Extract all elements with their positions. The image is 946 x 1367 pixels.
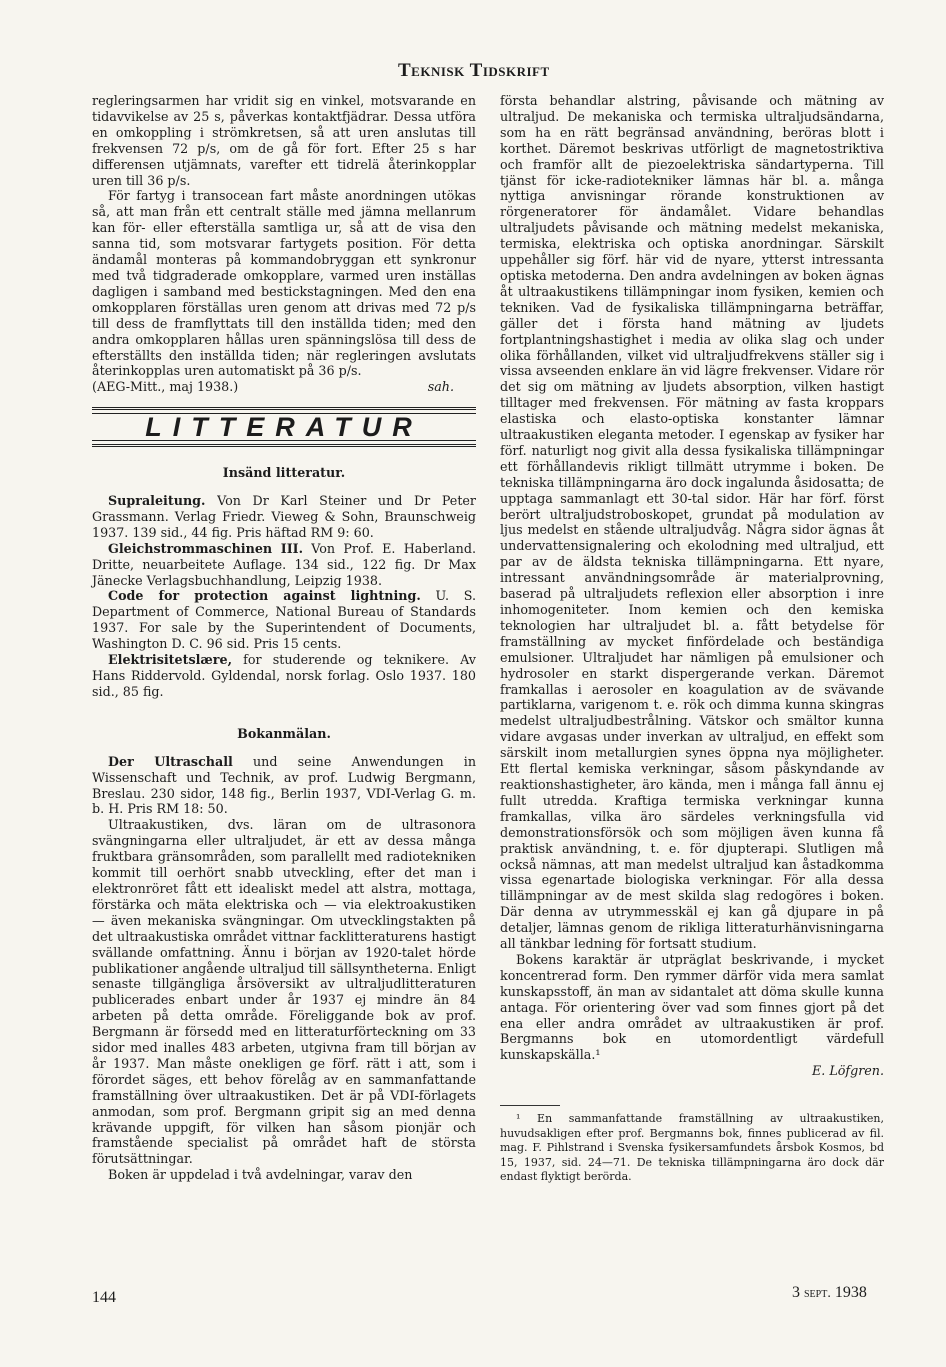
subsection-heading: Bokanmälan. — [237, 725, 331, 741]
book-details: und seine Anwendungen in Wissenschaft und Technik, av prof. Ludwig Bergmann, Breslau. 230 sidor, 148 fig., Berlin 1937, VDI-Verlag G. m. b. H. Pris RM 18: 50. — [92, 753, 476, 817]
book-details: for studerende og teknikere. Av Hans Riddervold. Gyldendal, norsk forlag. Oslo 1937. 180 sid., 85 fig. — [92, 652, 476, 699]
book-title: Der Ultraschall — [108, 753, 233, 769]
issue-date — [792, 1284, 867, 1302]
footnote-divider — [500, 1105, 560, 1106]
litteratur-banner — [92, 407, 476, 447]
author-initials: sah. — [427, 379, 454, 395]
book-details: U. S. Department of Commerce, National Bureau of Standards 1937. For sale by the Superintendent of Documents, Washington D. C. 96 sid. Pris 15 cents. — [92, 588, 476, 652]
book-details: Von Dr Karl Steiner und Dr Peter Grassmann. Verlag Friedr. Vieweg & Sohn, Braunschweig 1937. 139 sid., 44 fig. Pris häftad RM 9: 60. — [92, 493, 476, 540]
book-entry — [92, 493, 476, 541]
review-signature: E. Löfgren. — [812, 1063, 884, 1079]
book-entry — [92, 588, 476, 652]
citation-line — [92, 379, 476, 395]
review-entry — [92, 754, 476, 818]
book-title: Code for protection against lightning. — [108, 588, 421, 604]
book-details: Von Prof. E. Haberland. Dritte, neuarbeitete Auflage. 134 sid., 122 fig. Dr Max Jänecke Verlagsbuchhandlung, Leipzig 1938. — [92, 540, 476, 588]
book-title: Supraleitung. — [108, 493, 206, 509]
source-citation: (AEG-Mitt., maj 1938.) — [92, 379, 239, 395]
paragraph: Boken är uppdelad i två avdelningar, varav den — [108, 1167, 413, 1183]
book-entry — [92, 652, 476, 700]
book-entry — [92, 541, 476, 589]
page-number: 144 — [92, 1289, 116, 1306]
book-title: Elektrisitetslære, — [108, 652, 232, 668]
issue-month: sept. — [804, 1286, 831, 1301]
subsection-heading: Insänd litteratur. — [222, 465, 346, 481]
right-column — [500, 93, 884, 1185]
issue-year: 1938 — [834, 1284, 867, 1301]
section-title: LITTERATUR — [145, 412, 423, 443]
left-column — [92, 93, 476, 1183]
footnote: ¹ En sammanfattande framställning av ultraakustiken, huvudsakligen efter prof. Bergmanns bok, finnes publicerad av fil. mag. F. Pihlstrand i Svenska fysikersamfundets årsbok Kosmos, bd 15, 1937, sid. 24—71. De tekniska tillämpningarna äro dock där endast flyktigt berörda. — [500, 1112, 884, 1184]
paragraph: Bokens karaktär är utpräglat beskrivande, i mycket koncentrerad form. Den rymmer därför vida mera samlat kunskapsstoff, än man av sidantalet att döma skulle kunna antaga. För orientering över vad som finnes gjort på det ena eller andra området av ultraakustiken är prof. Bergmanns bok en utomordentligt värdefull kunskapskälla.¹ — [500, 951, 884, 1063]
issue-day: 3 — [792, 1284, 800, 1301]
book-title: Gleichstrommaschinen III. — [108, 540, 304, 556]
paragraph: första behandlar alstring, påvisande och mätning av ultraljud. De mekaniska och termiska ultraljudsändarna, som ha en rätt begränsad användning, beröras blott i korthet. Däremot beskrivas utförligt de magnetostriktiva och framför allt de piezoelektriska sändartyperna. Till tjänst för icke-radiotekniker lämnas här bl. a. många nyttiga anvisningar rörande konstruktionen av rörgeneratorer för ändamålet. Vidare behandlas ultraljudets påvisande och mätning medelst mekaniska, termiska, elektriska och optiska anordningar. Särskilt uppehåller sig förf. här vid de nyare, ytterst intressanta optiska metoderna. Den andra avdelningen av boken ägnas åt ultraakustikens tillämpningar inom fysiken, kemien och tekniken. Vad de fysikaliska tillämpningarna beträffar, gäller det i första hand mätning av ljudets fortplantningshastighet i media av olika slag och under olika förhållanden, vilket vid ultraljudfrekvens ställer sig i vissa avseenden enklare än vid lägre frekvenser. Vidare rör det sig om mätning av ljudets absorption, vilken hastigt tilltager med frekvensen. För mätning av fasta kroppars elastiska och elasto-optiska konstanter lämnar ultraakustiken eleganta metoder. I egenskap av fysiker har förf. naturligt nog givit alla dessa fysikaliska tillämpningar ett förhållandevis rikligt tillmätt utrymme i boken. De tekniska tillämpningarna äro dock ingalunda åsidosatta; de upptaga sammanlagt ett 30-tal sidor. Här har förf. först berört ultraljudstroboskopet, grundat på modulation av ljus medelst en stående ultraljudvåg. Några sidor ägnas åt undervattensignalering och ekolodning med ultraljud, ett par av de äldsta tekniska tillämpningarna. Ett nyare, intressant användningsområde är materialprovning, baserad på ultraljudets reflexion eller absorption i inre inhomogeniteter. Inom kemien och den kemiska teknologien har ultraljudet bl. a. fått betydelse för framställning av mycket finfördelade och beständiga emulsioner. Ultraljudet har nämligen på emulsioner och hydrosoler en starkt dispergerande verkan. Däremot framkallas i aerosoler en koagulation av de svävande partiklarna, varigenom t. e. rök och dimma kunna skingras medelst ultraljudbestrålning. Vätskor och smältor kunna vidare avgasas under inverkan av ultraljud, en effekt som särskilt inom metallurgien synes öppna nya möjligheter. Ett flertal kemiska verkningar, såsom påskyndande av reaktionshastigheter, äro kända, men i många fall ännu ej fullt utredda. Kraftiga termiska verkningar kunna framkallas, vilka äro särdeles verkningsfulla vid demonstrationsförsök och som möjligen även kunna få praktisk användning, t. e. för djupterapi. Slutligen må också nämnas, att man medelst ultraljud kan åstadkomma vissa egenartade biologiska verkningar. För alla dessa tillämpningar av de mest skilda slag redogöres i boken. Där denna av utrymmesskäl ej kan gå djupare in på detaljer, lämnas genom de rikliga litteraturhänvisningarna all tänkbar ledning för fortsatt studium. — [500, 93, 884, 952]
paragraph: Ultraakustiken, dvs. läran om de ultrasonora svängningarna eller ultraljudet, är ett av dessa många fruktbara gränsområden, som parallellt med radiotekniken kommit till oerhört snabb utveckling, efter det man i elektronröret fått ett idealiskt medel att alstra, mottaga, förstärka och mäta elektriska och — via elektroakustiken — även mekaniska svängningar. Om utvecklingstakten på det ultraakustiska området vittnar facklitteraturens hastigt svällande omfattning. Ännu i början av 1920-talet hörde publikationer angående ultraljud till sällsyntheterna. Enligt senaste tillgängliga årsöversikt av ultraljudlitteraturen publicerades enbart under år 1937 ej mindre än 84 arbeten på detta område. Föreliggande bok av prof. Bergmann är försedd med en litteraturförteckning om 33 sidor med inalles 483 arbeten, utgivna fram till början av år 1937. Man måste onekligen ge förf. rätt i att, som i förordet säges, ett behov förelåg av en sammanfattande framställning över ultraakustiken. Det är på VDI-förlagets anmodan, som prof. Bergmann gripit sig an med denna krävande uppgift, för vilken han såsom pionjär och framstående specialist på området haft de största förutsättningar. — [92, 817, 476, 1167]
journal-header: Teknisk Tidskrift — [398, 60, 550, 81]
paragraph: regleringsarmen har vridit sig en vinkel, motsvarande en tidavvikelse av 25 s, påverkas kontaktfjädrar. Dessa utföra en omkoppling i strömkretsen, så att uren anslutas till frekvensen 72 p/s, om de gå för fort. Efter 25 s har differensen utjämnats, varefter ett tidrelä återinkopplar uren till 36 p/s. — [92, 93, 476, 188]
paragraph: För fartyg i transocean fart måste anordningen utökas så, att man från ett centralt ställe med jämna mellanrum kan för- eller efterställa samtliga ur, så att de visa den sanna tid, som motsvarar fartygets position. För detta ändamål monteras på kommandobryggan ett synkronur med två tidgraderade omkopplare, varmed uren inställas dagligen i samband med bestickstagningen. Med den ena omkopplaren förställas uren genom att drivas med 72 p/s till dess de framflyttats till den inställda tiden; med den andra omkopplaren hållas uren spänningslösa till dess de efterställts den inställda tiden; när regleringen avslutats återinkopplas uren automatiskt på 36 p/s. — [92, 188, 476, 379]
